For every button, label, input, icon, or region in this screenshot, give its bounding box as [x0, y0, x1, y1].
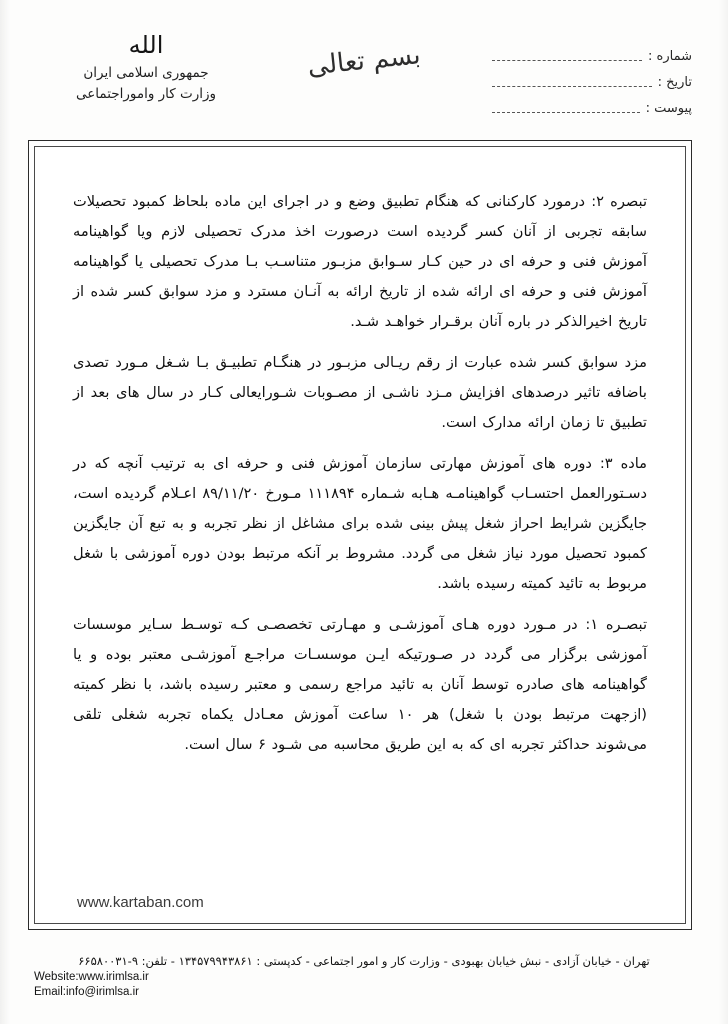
iran-emblem-icon: الله — [128, 31, 164, 59]
scan-shadow-right — [718, 0, 728, 1024]
header-field-date — [492, 64, 692, 90]
footer-email[interactable]: Email:info@irimlsa.ir — [34, 986, 139, 998]
paragraph-tabsareh-1: تبصـره ۱: در مـورد دوره هـای آموزشـی و مهـارتی تخصصـی کـه توسـط سـایر موسسات آموزشی برگزار می گردد در صـورتیکه ایـن موسسـات مراجـع آموزشـی معتبر بوده و یا گواهینامه های صادره توسط آنان به تائید مراجع رسمی و معتبر رسیده باشد، با نظر کمیته (ازجهت مرتبط بودن با شغل) هر ۱۰ ساعت آموزش معـادل یکماه تجربه شغلی تلقی می‌شوند حداکثر تجربه ای که به این طریق محاسبه می شـود ۶ سال است. — [73, 616, 647, 753]
header-field-number-label: شماره : — [648, 49, 692, 64]
organization-name-line-1: جمهوری اسلامی ایران — [83, 65, 209, 81]
watermark-url: www.kartaban.com — [77, 894, 204, 911]
header-field-date-line[interactable] — [492, 72, 652, 87]
footer-contact-block — [34, 970, 149, 1000]
paragraph-wage-deduction: مزد سوابق کسر شده عبارت از رقم ریـالی مزبـور در هنگـام تطبیـق بـا شـغل مـورد تصدی باضافه تاثیر درصدهای افزایش مـزد ناشـی از مصـوبات شـورایعالی کـار در سال های بعد از تطبیق تا زمان ارائه مدارک است. — [73, 354, 647, 431]
organization-name-line-2: وزارت کار واموراجتماعی — [75, 86, 217, 102]
paragraph-tabsareh-2: تبصره ۲: درمورد کارکنانی که هنگام تطبیق وضع و در اجرای این ماده بلحاظ کمبود تحصیلات سابقه تجربی از آنان کسر گردیده است درصورت اخذ مدرک تحصیلی لازم ویا گواهینامه آموزش فنی و حرفه ای در حین کـار سـوابق مزبـور متناسـب بـا مدرک تحصیلی یا گواهینامه آموزش فنی و حرفه ای ارائه شده از تاریخ ارائه به آنـان مسترد و مزد سوابق کسر شده از تاریخ اخیرالذکر در باره آنان برقـرار خواهـد شـد. — [73, 193, 648, 330]
document-border-frame — [28, 140, 692, 930]
footer-address-line: تهران - خیابان آزادی - نبش خیابان بهبودی - وزارت کار و امور اجتماعی - کدپستی : ۱۳۴۵۷۹۹۴۳۸۶۱ - تلفن: ۹-۶۶۵۸۰۰۳۱ — [78, 954, 650, 968]
header-field-number — [492, 38, 692, 64]
header-form-fields — [492, 38, 692, 116]
document-body — [73, 187, 647, 889]
basmala-calligraphy: بسم تعالی — [306, 40, 422, 82]
header-field-attachment — [492, 90, 692, 116]
scan-shadow-left — [0, 0, 10, 1024]
header-field-attachment-line[interactable] — [492, 98, 640, 113]
paragraph-maddeh-3: ماده ۳: دوره های آموزش مهارتی سازمان آموزش فنی و حرفه ای به ترتیب آنچه که در دسـتورالعمل احتسـاب گواهینامـه هـابه شـماره ۱۱۱۸۹۴ مـورخ ۸۹/۱۱/۲۰ اعـلام گردیده است، جایگزین شرایط احراز شغل پیش بینی شده برای مشاغل از نظر تجربه و به تبع آن جایگزین کمبود تحصیل مورد نیاز شغل می گردد. مشروط بر آنکه مرتبط بودن دوره آموزشی با شغل مربوط به تائید کمیته رسیده باشد. — [73, 455, 647, 592]
header-field-attachment-label: پیوست : — [645, 101, 692, 116]
footer-website[interactable]: Website:www.irimlsa.ir — [34, 971, 149, 983]
header-field-number-line[interactable] — [492, 46, 642, 61]
letterhead-header — [0, 28, 728, 128]
header-field-date-label: تاریخ : — [657, 75, 692, 90]
organization-block — [36, 32, 256, 102]
